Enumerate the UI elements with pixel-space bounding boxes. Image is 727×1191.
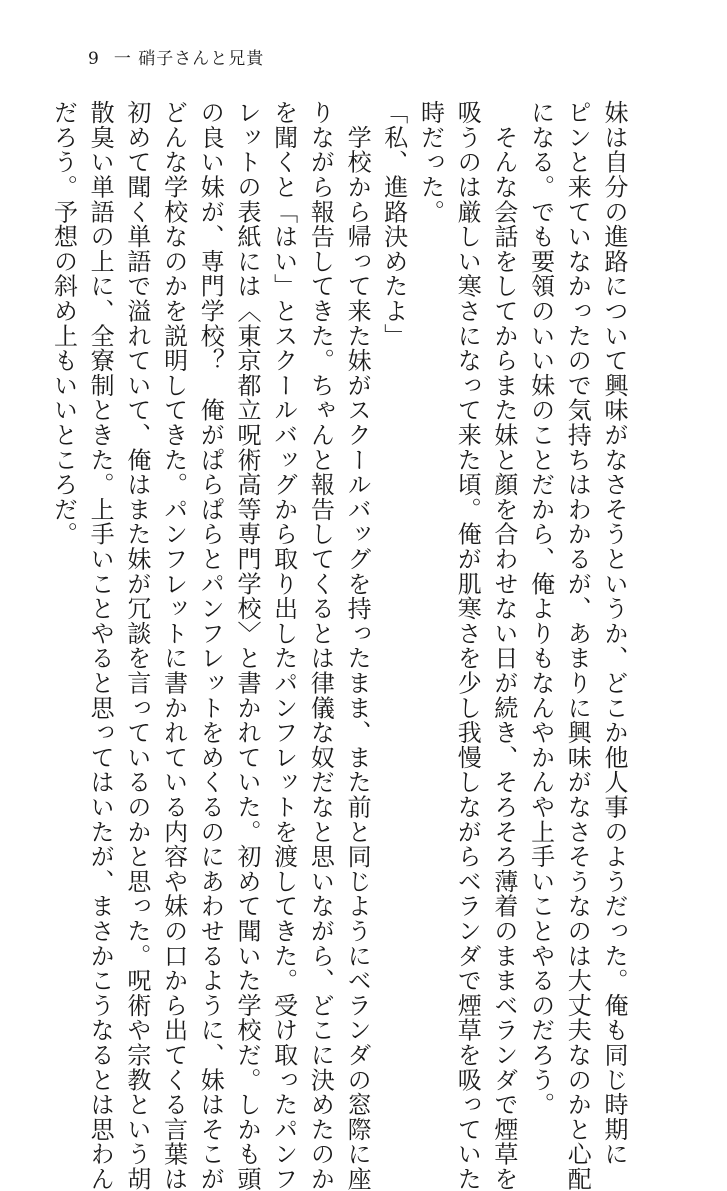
text-line: の良い妹が、専門学校？ 俺がぱらぱらとパンフレットをめくるのにあわせるように、妹はそこが	[196, 100, 225, 1191]
text-line: 「私、進路決めたよ」	[379, 100, 408, 348]
text-line: 時だった。	[416, 100, 445, 224]
text-line: 学校から帰って来た妹がスクールバッグを持ったまま、また前と同じようにベランダの窓際に座	[343, 100, 372, 1191]
text-line: ピンと来ていなかったので気持ちはわかるが、あまりに興味がなさそうなのは大丈夫なのかと心配	[563, 100, 592, 1191]
chapter-title: 一 硝子さんと兄貴	[113, 49, 265, 69]
page-header	[88, 44, 264, 69]
page-number: 9	[88, 49, 100, 69]
text-line: そんな会話をしてからまた妹と顔を合わせない日が続き、そろそろ薄着のままベランダで煙草を	[489, 100, 518, 1191]
text-line: どんな学校なのかを説明してきた。パンフレットに書かれている内容や妹の口から出てくる言葉は	[159, 100, 188, 1191]
text-line: を聞くと「はい」とスクールバッグから取り出したパンフレットを渡してきた。受け取ったパンフ	[269, 100, 298, 1191]
text-line: 吸うのは厳しい寒さになって来た頃。俺が肌寒さを少し我慢しながらベランダで煙草を吸っていた	[453, 100, 482, 1191]
text-line: 妹は自分の進路について興味がなさそうというか、どこか他人事のようだった。俺も同じ時期に	[600, 100, 628, 1167]
text-line: になる。でも要領のいい妹のことだから、俺よりもなんやかんや上手いことやるのだろう。	[526, 100, 555, 1117]
body-text	[49, 100, 632, 1191]
text-line: だろう。予想の斜め上もいいところだ。	[49, 100, 78, 547]
text-line: 散臭い単語の上に、全寮制ときた。上手いことやると思ってはいたが、まさかこうなるとは思わん	[86, 100, 115, 1191]
text-line: りながら報告してきた。ちゃんと報告してくるとは律儀な奴だなと思いながら、どこに決めたのか	[306, 100, 335, 1191]
text-line: 初めて聞く単語で溢れていて、俺はまた妹が冗談を言っているのかと思った。呪術や宗教という胡	[122, 100, 151, 1191]
text-line: レットの表紙には〈東京都立呪術高等専門学校〉と書かれていた。初めて聞いた学校だ。しかも頭	[232, 100, 261, 1191]
